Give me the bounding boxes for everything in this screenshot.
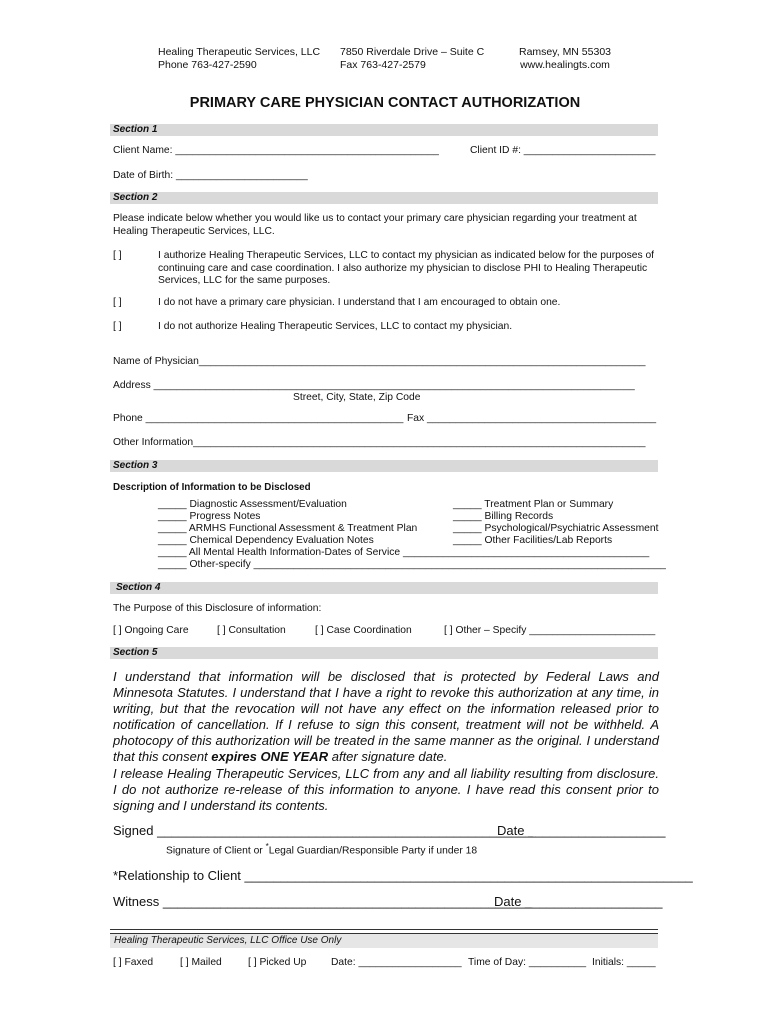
office-time-field[interactable]: Time of Day: __________ <box>468 957 587 968</box>
consent-text-end: after signature date. <box>328 749 448 764</box>
org-website: www.healingts.com <box>520 59 610 71</box>
signed-field[interactable]: Signed ____________________________________________________ <box>113 823 534 838</box>
section2-bar <box>110 192 658 204</box>
office-faxed-checkbox[interactable]: [ ] Faxed <box>113 957 154 968</box>
org-phone: Phone 763-427-2590 <box>158 59 257 71</box>
signature-hint-a: Signature of Client or <box>166 845 266 857</box>
witness-field[interactable]: Witness ___________________________________________________ <box>113 894 532 909</box>
signature-hint-star: * <box>265 842 269 851</box>
page-title: PRIMARY CARE PHYSICIAN CONTACT AUTHORIZATION <box>189 95 581 111</box>
office-label: Healing Therapeutic Services, LLC Office Use Only <box>114 935 342 946</box>
signed-date-field[interactable]: Date ___________________ <box>497 823 666 838</box>
office-bar <box>110 934 658 948</box>
physician-phone-field[interactable]: Phone _____________________________________________ <box>113 413 404 424</box>
disclosure-item-other-specify[interactable]: _____ Other-specify ________________________________________________________________________ <box>158 559 666 570</box>
disclosure-item-treatment-plan[interactable]: _____ Treatment Plan or Summary <box>453 499 614 510</box>
witness-date-field[interactable]: Date ___________________ <box>494 894 663 909</box>
disclosure-item-armhs[interactable]: _____ ARMHS Functional Assessment & Treatment Plan <box>158 523 418 534</box>
section2-label: Section 2 <box>113 192 158 203</box>
letterhead-city <box>519 46 611 72</box>
disclosure-item-all-mental-health[interactable]: _____ All Mental Health Information-Dates of Service ___________________________________________ <box>158 547 650 558</box>
disclosure-item-diagnostic[interactable]: _____ Diagnostic Assessment/Evaluation <box>158 499 347 510</box>
purpose-case-coordination-checkbox[interactable]: [ ] Case Coordination <box>315 625 412 636</box>
section1-bar <box>110 124 658 136</box>
authorize-checkbox[interactable]: [ ] <box>113 250 122 261</box>
not-authorize-text: I do not authorize Healing Therapeutic Services, LLC to contact my physician. <box>158 321 513 332</box>
authorize-text: I authorize Healing Therapeutic Services, LLC to contact my physician as indicated below for the purposes of continuing care and case coordination. I also authorize my physician to disclose PHI to Healing Therapeutic Services, LLC for the same purposes. <box>158 250 655 286</box>
letterhead-address <box>340 46 484 72</box>
consent-paragraph-1 <box>113 669 659 765</box>
no-physician-checkbox[interactable]: [ ] <box>113 297 122 308</box>
purpose-other-checkbox[interactable]: [ ] Other – Specify ______________________ <box>444 625 656 636</box>
signature-hint <box>166 841 477 858</box>
physician-name-field[interactable]: Name of Physician______________________________________________________________________________ <box>113 356 646 367</box>
relationship-field[interactable]: *Relationship to Client ______________________________________________________________ <box>113 868 693 883</box>
purpose-label: The Purpose of this Disclosure of information: <box>113 603 322 614</box>
purpose-ongoing-care-checkbox[interactable]: [ ] Ongoing Care <box>113 625 189 636</box>
org-fax: Fax 763-427-2579 <box>340 59 426 71</box>
disclosure-item-chemical-dependency[interactable]: _____ Chemical Dependency Evaluation Notes <box>158 535 374 546</box>
office-initials-field[interactable]: Initials: _____ <box>592 957 656 968</box>
section4-bar <box>110 582 658 594</box>
org-name: Healing Therapeutic Services, LLC <box>158 46 321 58</box>
physician-address-field[interactable]: Address ____________________________________________________________________________________ <box>113 380 635 391</box>
disclosure-item-psych-assessment[interactable]: _____ Psychological/Psychiatric Assessment <box>453 523 659 534</box>
other-information-field[interactable]: Other Information_______________________________________________________________________________ <box>113 437 646 448</box>
section2-intro: Please indicate below whether you would like us to contact your primary care physician regarding your treatment at Healing Therapeutic Services, LLC. <box>113 213 637 237</box>
org-address: 7850 Riverdale Drive – Suite C <box>340 46 485 58</box>
office-mailed-checkbox[interactable]: [ ] Mailed <box>180 957 222 968</box>
disclosure-item-progress-notes[interactable]: _____ Progress Notes <box>158 511 261 522</box>
disclosure-item-billing[interactable]: _____ Billing Records <box>453 511 554 522</box>
letterhead-org <box>158 46 320 72</box>
section5-bar <box>110 647 658 659</box>
disclosure-item-other-facilities[interactable]: _____ Other Facilities/Lab Reports <box>453 535 613 546</box>
expires-one-year: expires ONE YEAR <box>211 749 329 764</box>
client-name-field[interactable]: Client Name: ______________________________________________ <box>113 145 439 156</box>
section3-bar <box>110 460 658 472</box>
purpose-consultation-checkbox[interactable]: [ ] Consultation <box>217 625 286 636</box>
physician-fax-field[interactable]: Fax ________________________________________ <box>407 413 657 424</box>
section1-label: Section 1 <box>113 124 158 135</box>
office-date-field[interactable]: Date: __________________ <box>331 957 462 968</box>
disclosure-heading: Description of Information to be Disclosed <box>113 482 311 493</box>
section3-label: Section 3 <box>113 460 158 471</box>
no-physician-text: I do not have a primary care physician. I understand that I am encouraged to obtain one. <box>158 297 561 308</box>
not-authorize-checkbox[interactable]: [ ] <box>113 321 122 332</box>
consent-text: I understand that information will be disclosed that is protected by Federal Laws and Minnesota Statutes. I understand that I have a right to revoke this authorization at any time, in writing, but that the revocation will not have any effect on the information released prior to notification of cancellation. If I refuse to sign this consent, treatment will not be withheld. A photocopy of this authorization will be treated in the same manner as the original. I understand that this consent <box>113 669 659 764</box>
office-picked-up-checkbox[interactable]: [ ] Picked Up <box>248 957 307 968</box>
section5-label: Section 5 <box>113 647 158 658</box>
section4-label: Section 4 <box>116 582 161 593</box>
dob-field[interactable]: Date of Birth: _______________________ <box>113 170 308 181</box>
signature-hint-b: Legal Guardian/Responsible Party if under 18 <box>268 845 478 857</box>
address-hint: Street, City, State, Zip Code <box>293 392 421 403</box>
client-id-field[interactable]: Client ID #: _______________________ <box>470 145 656 156</box>
org-city: Ramsey, MN 55303 <box>519 46 612 58</box>
release-paragraph: I release Healing Therapeutic Services, LLC from any and all liability resulting from disclosure. I do not authorize re-release of this information to anyone. I have read this consent prior to signing and I understand its contents. <box>113 766 659 813</box>
